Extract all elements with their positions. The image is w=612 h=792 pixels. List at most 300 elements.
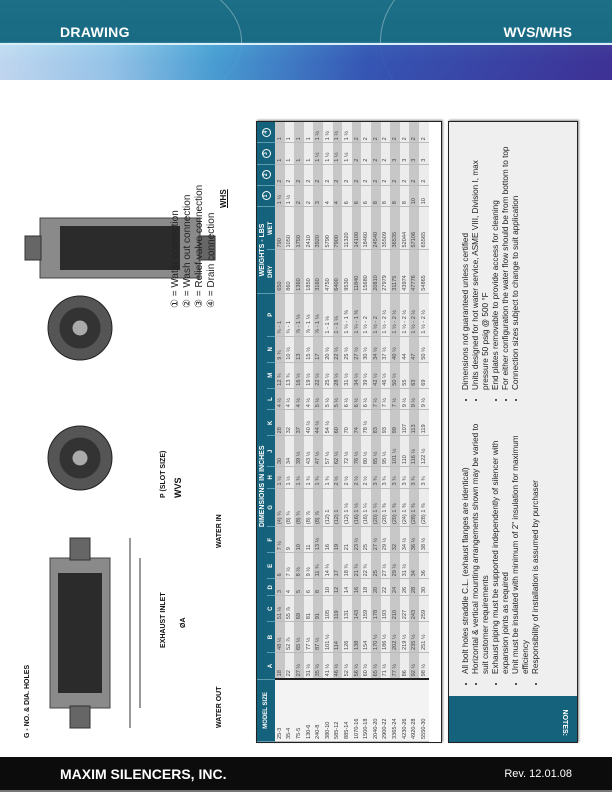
model-size-cell: 3365-24 bbox=[390, 679, 400, 741]
table-cell: 9530 bbox=[342, 250, 352, 293]
table-cell: 1 ¾ bbox=[304, 467, 314, 488]
table-cell: 119 bbox=[333, 596, 343, 622]
table-cell: 42 ½ bbox=[371, 362, 381, 388]
table-cell: 2 bbox=[285, 164, 295, 185]
table-cell: 1 ½ bbox=[285, 467, 295, 488]
table-cell: 193 bbox=[381, 596, 391, 622]
table-cell: 3 bbox=[275, 579, 285, 596]
table-cell: 5790 bbox=[323, 207, 333, 250]
table-cell: 1 bbox=[294, 143, 304, 164]
table-cell: 8 bbox=[313, 579, 323, 596]
table-row bbox=[323, 122, 333, 742]
table-cell: 8 bbox=[381, 185, 391, 206]
table-cell: 52 ⅞ bbox=[285, 622, 295, 653]
table-cell: 25 ½ bbox=[323, 362, 333, 388]
col-header: N bbox=[267, 336, 275, 362]
table-cell: 3 ¾ bbox=[400, 467, 410, 488]
table-cell: 2 bbox=[361, 143, 371, 164]
table-cell: 1 ¼ - 1 ⅜ bbox=[352, 293, 362, 336]
table-cell: 16 bbox=[323, 527, 333, 553]
table-cell: 18 bbox=[361, 579, 371, 596]
table-cell: 143 bbox=[352, 596, 362, 622]
table-cell: 126 bbox=[342, 622, 352, 653]
col-header: E bbox=[267, 553, 275, 579]
table-cell: 27 ½ bbox=[294, 653, 304, 680]
table-cell: 159 bbox=[361, 596, 371, 622]
col-header: WET bbox=[267, 207, 275, 250]
table-cell: 2 bbox=[361, 164, 371, 185]
table-cell: 650 bbox=[275, 250, 285, 293]
legend-item: ④ = Drain connection bbox=[206, 212, 217, 308]
col-header: M bbox=[267, 362, 275, 388]
table-cell: (4) ¾ bbox=[275, 488, 285, 527]
table-row bbox=[371, 122, 381, 742]
table-cell: 34 bbox=[285, 436, 295, 467]
table-cell: 23 ½ bbox=[352, 527, 362, 553]
table-cell: 3920 bbox=[313, 207, 323, 250]
table-cell: 7 ½ bbox=[381, 388, 391, 409]
table-cell: 12 bbox=[333, 579, 343, 596]
table-row bbox=[400, 122, 410, 742]
table-cell: 39 ½ bbox=[361, 362, 371, 388]
table-cell: (20) 1 ⅜ bbox=[390, 488, 400, 527]
table-cell: 98 ½ bbox=[419, 653, 429, 680]
table-cell: 74 bbox=[352, 410, 362, 436]
table-cell: 5 ½ bbox=[323, 388, 333, 409]
notes-left-column bbox=[461, 416, 541, 686]
table-cell: 1 ½ - 2 ½ bbox=[381, 293, 391, 336]
table-cell: 22 ½ bbox=[313, 362, 323, 388]
table-cell: 1360 bbox=[294, 250, 304, 293]
table-cell: 1750 bbox=[294, 207, 304, 250]
table-cell: 6 bbox=[342, 185, 352, 206]
note-item: • Unit must be insulated with minimum of 2" insulation for maximum efficiency bbox=[511, 416, 531, 674]
table-cell: 10 bbox=[323, 579, 333, 596]
table-cell: 1 ½ bbox=[323, 143, 333, 164]
table-cell: 7 ½ bbox=[275, 527, 285, 553]
table-cell: 1 ¾ bbox=[294, 467, 304, 488]
model-size-cell: 585-12 bbox=[333, 679, 343, 741]
whs-label: WHS bbox=[219, 189, 228, 208]
table-cell: 1 - 1 ⅛ bbox=[323, 293, 333, 336]
table-cell: 85 ½ bbox=[371, 436, 381, 467]
note-item: • For either configuration the water flow should be from bottom to top bbox=[501, 132, 511, 390]
table-cell: 1 ½ - 2 bbox=[371, 293, 381, 336]
table-cell: 2 bbox=[381, 143, 391, 164]
column-header-row bbox=[267, 122, 275, 742]
legend-item: ① = Water connection bbox=[170, 210, 181, 308]
table-cell: 11 ¾ bbox=[313, 553, 323, 579]
table-cell: 46 ½ bbox=[381, 362, 391, 388]
table-cell: 30 bbox=[419, 579, 429, 596]
table-cell: 47776 bbox=[409, 250, 419, 293]
table-cell: 41 ½ bbox=[323, 653, 333, 680]
table-cell: 72 ½ bbox=[342, 436, 352, 467]
table-cell: 1 ½ bbox=[342, 143, 352, 164]
table-row bbox=[313, 122, 323, 742]
table-cell: 36 ½ bbox=[409, 527, 419, 553]
model-size-cell: 1070-16 bbox=[352, 679, 362, 741]
table-cell: 1 ½ bbox=[333, 143, 343, 164]
g-holes-label: G - NO. & DIA. HOLES bbox=[24, 664, 31, 738]
table-cell: 7900 bbox=[333, 207, 343, 250]
table-cell: 9 ½ bbox=[400, 388, 410, 409]
table-cell: 2 bbox=[323, 164, 333, 185]
table-cell: 65 ½ bbox=[371, 653, 381, 680]
table-cell: 15 ½ bbox=[304, 336, 314, 362]
landscape-content bbox=[20, 98, 590, 748]
table-cell: 54 ½ bbox=[323, 410, 333, 436]
table-row bbox=[390, 122, 400, 742]
table-cell: 65565 bbox=[419, 207, 429, 250]
table-cell: ⅞ - 1 ⅛ bbox=[294, 293, 304, 336]
table-cell: 13 bbox=[294, 336, 304, 362]
table-cell: 2 bbox=[342, 164, 352, 185]
table-cell: 2 ½ bbox=[352, 467, 362, 488]
group-header-dimensions: DIMENSIONS IN INCHES bbox=[257, 293, 267, 679]
table-cell: 860 bbox=[285, 250, 295, 293]
table-cell: 35 ½ bbox=[313, 653, 323, 680]
table-cell: 71 ½ bbox=[381, 653, 391, 680]
exhaust-inlet-label: EXHAUST INLET bbox=[160, 592, 167, 648]
table-cell: 1 ½ bbox=[342, 122, 352, 143]
table-cell: (12) 1 bbox=[323, 488, 333, 527]
model-size-cell: 25-3 bbox=[275, 679, 285, 741]
table-cell: 18 bbox=[275, 653, 285, 680]
note-item: • Dimensions not guaranteed unless certified bbox=[461, 132, 471, 390]
table-cell: 28 ½ bbox=[333, 362, 343, 388]
table-cell: 1 bbox=[275, 143, 285, 164]
table-cell: 9 bbox=[285, 527, 295, 553]
table-cell: 2 bbox=[361, 122, 371, 143]
table-cell: 3 bbox=[419, 143, 429, 164]
table-cell: 219 ½ bbox=[400, 622, 410, 653]
table-cell: 101 ½ bbox=[323, 622, 333, 653]
table-row bbox=[333, 122, 343, 742]
water-out-label: WATER OUT bbox=[216, 686, 223, 728]
group-header-weights: WEIGHTS - LBS bbox=[257, 207, 267, 294]
table-cell: 3 ¾ bbox=[371, 467, 381, 488]
col-header-conn-4: 4 bbox=[257, 122, 275, 143]
table-cell: 2 bbox=[352, 122, 362, 143]
table-cell: 4750 bbox=[323, 250, 333, 293]
table-cell: 28 bbox=[275, 410, 285, 436]
table-cell: 1 ½ bbox=[275, 185, 285, 206]
table-cell: 2 bbox=[294, 164, 304, 185]
table-cell: 63 bbox=[409, 362, 419, 388]
table-cell: (8) ⅞ bbox=[304, 488, 314, 527]
table-cell: 2 bbox=[333, 164, 343, 185]
table-cell: 16 ½ bbox=[294, 362, 304, 388]
table-cell: 25 bbox=[371, 553, 381, 579]
dimensions-table bbox=[257, 122, 429, 742]
page-header bbox=[0, 0, 612, 80]
note-item: • Exhaust piping must be supported independently of silencer with expansion joints as required bbox=[491, 416, 511, 674]
table-cell: 10 ½ bbox=[285, 336, 295, 362]
table-cell: 35509 bbox=[381, 207, 391, 250]
table-cell: 76 ½ bbox=[352, 436, 362, 467]
table-cell: 101 ½ bbox=[390, 436, 400, 467]
dimensions-table-box bbox=[256, 121, 442, 743]
table-cell: 2 bbox=[381, 122, 391, 143]
table-cell: (12) 1 ⅛ bbox=[342, 488, 352, 527]
table-cell: 36 bbox=[419, 553, 429, 579]
table-cell: 235 ½ bbox=[409, 622, 419, 653]
table-cell: 2 bbox=[390, 164, 400, 185]
table-cell: 1 bbox=[285, 122, 295, 143]
table-row bbox=[381, 122, 391, 742]
table-cell: 25 bbox=[361, 527, 371, 553]
table-row bbox=[275, 122, 285, 742]
table-cell: 87 ½ bbox=[313, 622, 323, 653]
header-light-band bbox=[0, 45, 612, 80]
table-cell: 19 ½ bbox=[304, 362, 314, 388]
table-cell: 210 bbox=[390, 596, 400, 622]
table-cell: 2 bbox=[419, 164, 429, 185]
table-cell: 65 ½ bbox=[294, 622, 304, 653]
table-cell: 27 ½ bbox=[371, 527, 381, 553]
table-cell: 110 bbox=[400, 436, 410, 467]
table-cell: 105 bbox=[323, 596, 333, 622]
table-cell: 113 bbox=[409, 410, 419, 436]
table-cell: 131 bbox=[342, 596, 352, 622]
table-cell: 93 bbox=[381, 410, 391, 436]
table-cell: 95 ½ bbox=[381, 436, 391, 467]
note-item: • Horizontal & vertical mounting arrangements shown may be varied to suit customer requirements bbox=[471, 416, 491, 674]
table-cell: 2 bbox=[275, 164, 285, 185]
table-cell: 6 bbox=[275, 553, 285, 579]
table-cell: 1 ½ bbox=[323, 122, 333, 143]
wvs-drawing bbox=[48, 296, 140, 728]
table-cell: 6400 bbox=[333, 250, 343, 293]
table-cell: 227 bbox=[400, 596, 410, 622]
table-cell: 60 bbox=[333, 410, 343, 436]
note-item: • Units designed for hot water service, ASME VIII, Division I, max pressure 50 psig @ 500 °F bbox=[471, 132, 491, 390]
table-row bbox=[352, 122, 362, 742]
table-cell: 170 ½ bbox=[371, 622, 381, 653]
slot-size-label: P (SLOT SIZE) bbox=[160, 450, 167, 498]
table-cell: 9 ¾ bbox=[275, 336, 285, 362]
table-cell: 1 ½ bbox=[285, 185, 295, 206]
table-cell: 24 bbox=[390, 579, 400, 596]
table-cell: 154 bbox=[361, 622, 371, 653]
table-cell: 27979 bbox=[381, 250, 391, 293]
table-cell: 52 ½ bbox=[342, 653, 352, 680]
company-name: MAXIM SILENCERS, INC. bbox=[60, 766, 227, 782]
table-cell: (12) 1 bbox=[333, 488, 343, 527]
table-cell: 122 ½ bbox=[419, 436, 429, 467]
model-size-cell: 4920-28 bbox=[409, 679, 419, 741]
table-cell: (8) ¾ bbox=[294, 488, 304, 527]
table-cell: 2 bbox=[419, 122, 429, 143]
table-cell: 3 ¾ bbox=[390, 467, 400, 488]
table-cell: 31 ½ bbox=[342, 362, 352, 388]
water-in-label: WATER IN bbox=[216, 514, 223, 548]
table-cell: 14 bbox=[342, 579, 352, 596]
table-cell: 2 bbox=[371, 143, 381, 164]
table-cell: 9 ½ bbox=[419, 388, 429, 409]
col-header: L bbox=[267, 388, 275, 409]
table-cell: 119 bbox=[419, 410, 429, 436]
table-cell: 92 ½ bbox=[409, 653, 419, 680]
table-cell: 57 ½ bbox=[323, 436, 333, 467]
table-cell: 14 ¼ bbox=[323, 553, 333, 579]
table-cell: 4 ½ bbox=[304, 388, 314, 409]
table-cell: 27 ½ bbox=[352, 336, 362, 362]
table-cell: 9 ½ bbox=[409, 388, 419, 409]
table-cell: 107 bbox=[400, 410, 410, 436]
table-cell: 17 bbox=[333, 553, 343, 579]
table-cell: 57106 bbox=[409, 207, 419, 250]
table-cell: 29 ½ bbox=[381, 527, 391, 553]
table-cell: 17 bbox=[313, 336, 323, 362]
table-cell: 44 ½ bbox=[313, 410, 323, 436]
table-cell: 251 ½ bbox=[419, 622, 429, 653]
table-cell: 10 bbox=[294, 527, 304, 553]
table-cell: 32 bbox=[390, 527, 400, 553]
table-cell: 22 bbox=[285, 653, 295, 680]
table-cell: 8 ½ bbox=[294, 553, 304, 579]
table-cell: 6 ½ bbox=[352, 388, 362, 409]
table-cell: 50 ½ bbox=[390, 362, 400, 388]
table-cell: 13 ¾ bbox=[285, 362, 295, 388]
table-cell: 37 bbox=[294, 410, 304, 436]
table-cell: 243 bbox=[409, 596, 419, 622]
col-header: J bbox=[267, 436, 275, 467]
table-cell: 47 ½ bbox=[313, 436, 323, 467]
table-cell: 2 bbox=[304, 164, 314, 185]
table-cell: 30 ½ bbox=[361, 336, 371, 362]
table-cell: 2 ½ bbox=[342, 467, 352, 488]
notes-right-column bbox=[461, 132, 521, 402]
table-cell: 3160 bbox=[313, 250, 323, 293]
model-size-cell: 75-5 bbox=[294, 679, 304, 741]
table-cell: 7 ½ bbox=[390, 388, 400, 409]
table-cell: 15680 bbox=[361, 250, 371, 293]
table-cell: 77 ½ bbox=[390, 653, 400, 680]
table-cell: 9 ½ bbox=[304, 553, 314, 579]
table-cell: 1 ½ bbox=[275, 467, 285, 488]
header-rule bbox=[0, 43, 612, 45]
table-cell: 20 bbox=[371, 579, 381, 596]
col-header: A bbox=[267, 653, 275, 680]
note-item: • Responsibility of installation is assumed by purchaser bbox=[531, 416, 541, 674]
table-cell: 3 bbox=[409, 143, 419, 164]
table-cell: 8 bbox=[390, 185, 400, 206]
table-cell: 790 bbox=[275, 207, 285, 250]
table-cell: 47 bbox=[409, 336, 419, 362]
table-cell: 1 ½ - 2 ½ bbox=[409, 293, 419, 336]
table-cell: (28) 1 ⅜ bbox=[409, 488, 419, 527]
table-cell: 4 ½ bbox=[275, 388, 285, 409]
table-cell: 70 bbox=[342, 410, 352, 436]
table-cell: 2 bbox=[409, 164, 419, 185]
table-cell: 54865 bbox=[419, 250, 429, 293]
table-cell: 1 ½ bbox=[333, 122, 343, 143]
table-cell: 2 bbox=[352, 164, 362, 185]
notes-box bbox=[448, 121, 578, 743]
table-cell: ⅞ - 1 ⅛ bbox=[304, 293, 314, 336]
table-cell: 14100 bbox=[352, 207, 362, 250]
table-cell: 2 bbox=[409, 122, 419, 143]
col-header-model: MODEL SIZE bbox=[257, 679, 275, 741]
table-cell: ¾ - 1 bbox=[275, 293, 285, 336]
table-cell: 186 ½ bbox=[381, 622, 391, 653]
table-row bbox=[294, 122, 304, 742]
table-cell: 3 bbox=[400, 143, 410, 164]
table-cell: 1 bbox=[304, 143, 314, 164]
table-cell: 6 bbox=[361, 185, 371, 206]
notes-label: NOTES: bbox=[561, 709, 568, 736]
table-cell: 114 bbox=[333, 622, 343, 653]
table-cell: 1 - 1 ⅛ bbox=[333, 293, 343, 336]
model-size-cell: 2900-22 bbox=[381, 679, 391, 741]
table-cell: 6 ½ bbox=[361, 388, 371, 409]
table-cell: 26 bbox=[400, 579, 410, 596]
table-cell: 2 bbox=[390, 122, 400, 143]
table-cell: 10 bbox=[419, 185, 429, 206]
table-cell: 62 ½ bbox=[333, 436, 343, 467]
table-cell: 83 bbox=[371, 410, 381, 436]
table-cell: 1 ½ - 2 ½ bbox=[419, 293, 429, 336]
table-cell: 8 bbox=[400, 185, 410, 206]
table-cell: 7 ½ bbox=[371, 388, 381, 409]
legend-item: ③ = Relief valve connection bbox=[194, 184, 205, 308]
table-cell: (24) 1 ⅜ bbox=[400, 488, 410, 527]
table-cell: 10 bbox=[409, 185, 419, 206]
table-cell: 22 ½ bbox=[333, 336, 343, 362]
table-cell: 32 bbox=[285, 410, 295, 436]
model-size-cell: 240-8 bbox=[313, 679, 323, 741]
model-size-cell: 2040-20 bbox=[371, 679, 381, 741]
col-header-conn-1: 1 bbox=[257, 185, 275, 206]
table-cell: 1 ½ bbox=[313, 122, 323, 143]
col-header: D bbox=[267, 579, 275, 596]
col-header: G bbox=[267, 488, 275, 527]
table-cell: 13 ½ bbox=[313, 527, 323, 553]
section-title: DRAWING bbox=[60, 24, 130, 40]
product-title: WVS/WHS bbox=[503, 24, 572, 40]
table-cell: 8 bbox=[371, 185, 381, 206]
table-cell: 1 bbox=[285, 143, 295, 164]
table-cell: 30 bbox=[275, 436, 285, 467]
table-cell: 24540 bbox=[371, 207, 381, 250]
table-cell: 38 ½ bbox=[419, 527, 429, 553]
table-cell: 21 ¼ bbox=[352, 553, 362, 579]
connection-legend bbox=[170, 185, 218, 308]
table-cell: 2 ½ bbox=[361, 467, 371, 488]
table-cell: 2 ½ bbox=[333, 467, 343, 488]
legend-item: ② = Wash out connection bbox=[182, 194, 193, 308]
table-cell: 2 bbox=[304, 185, 314, 206]
table-cell: 18460 bbox=[361, 207, 371, 250]
note-item: • All bolt holes straddle C.L. (exhaust flanges are identical) bbox=[461, 416, 471, 674]
table-cell: 7 ½ bbox=[285, 553, 295, 579]
table-cell: 31 ½ bbox=[304, 653, 314, 680]
table-cell: 4 bbox=[333, 185, 343, 206]
table-cell: 80 ½ bbox=[361, 436, 371, 467]
table-cell: (20) 1 ¼ bbox=[371, 488, 381, 527]
table-cell: 1 ½ - 2 ½ bbox=[400, 293, 410, 336]
table-cell: 1 ¾ bbox=[313, 467, 323, 488]
table-row bbox=[361, 122, 371, 742]
table-cell: 1 ½ - 2 bbox=[361, 293, 371, 336]
table-cell: 6 bbox=[304, 579, 314, 596]
table-cell: 99 bbox=[390, 410, 400, 436]
table-cell: 11 bbox=[304, 527, 314, 553]
col-header: C bbox=[267, 596, 275, 622]
table-cell: 1 ½ - 2 ½ bbox=[390, 293, 400, 336]
